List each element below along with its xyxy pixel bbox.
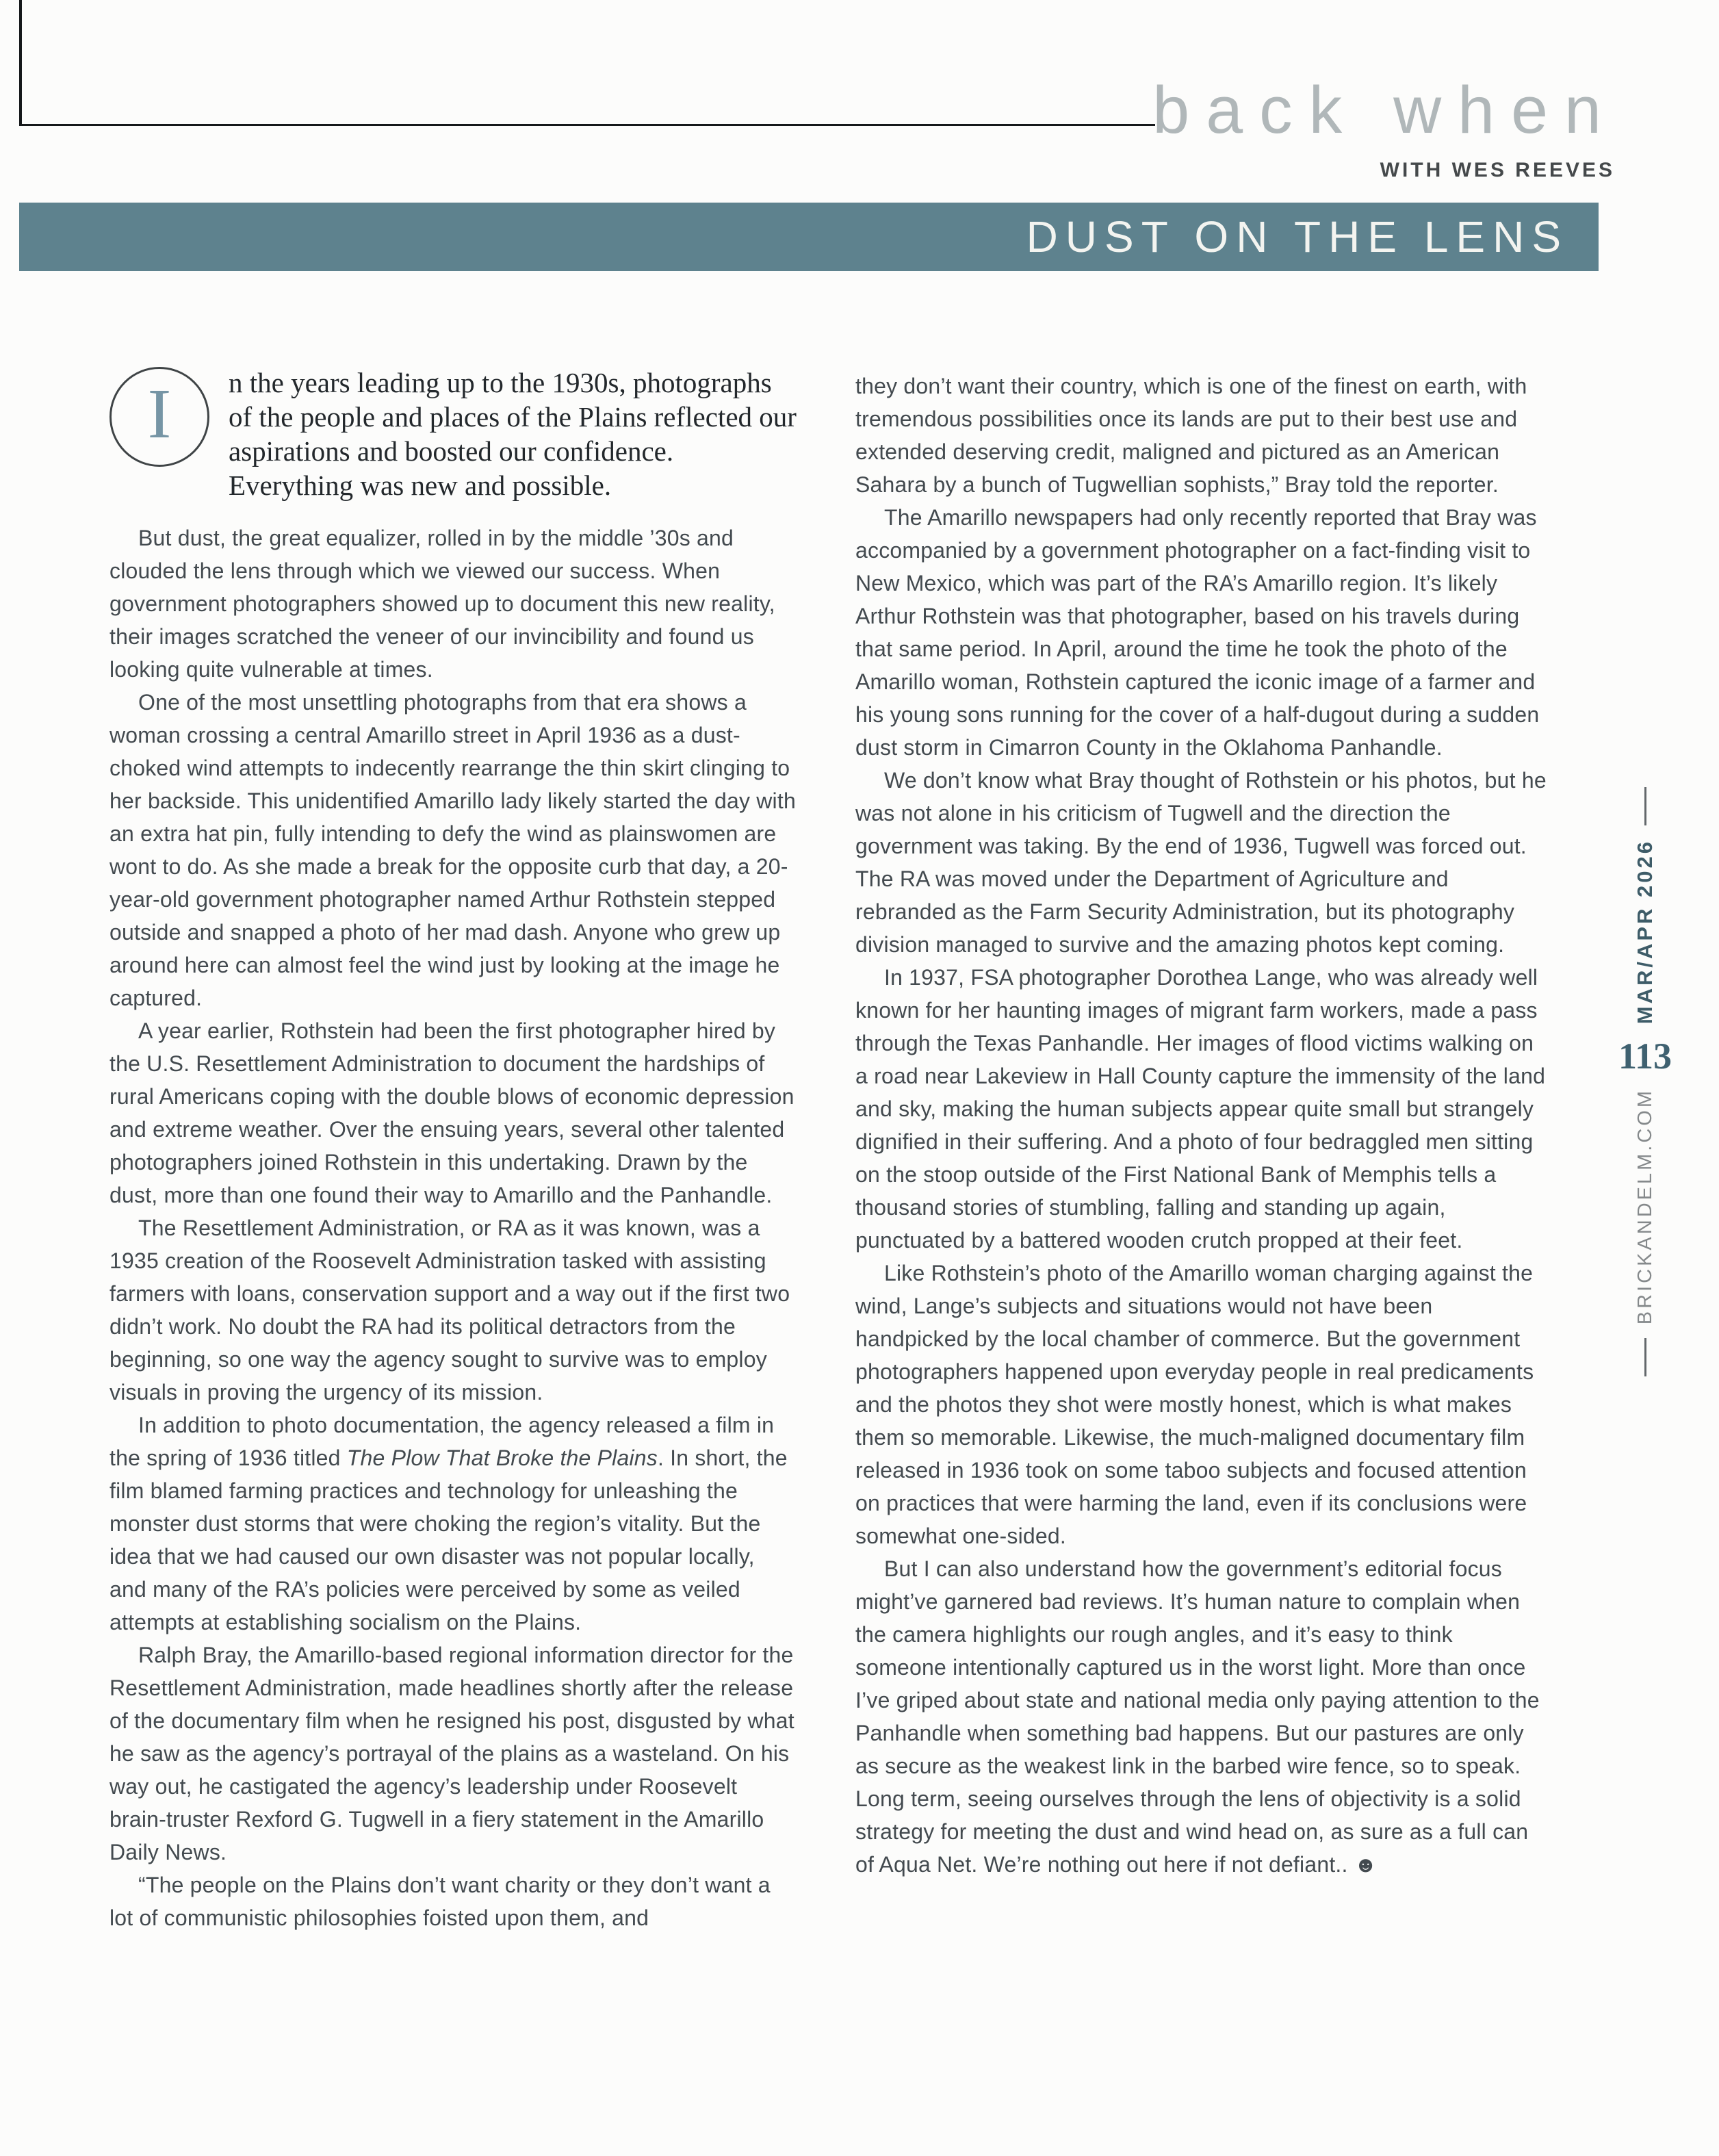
- article-column-left: [109, 365, 797, 1934]
- article-column-right: [855, 370, 1549, 1881]
- text-run: Like Rothstein’s photo of the Amarillo woman charging against the wind, Lange’s subjects and situations would not have been handpicked by the local chamber of commerce. But the government photographers happened upon everyday people in real predicaments and the photos they shot were mostly honest, which is what makes them so memorable. Likewise, the much-maligned documentary film released in 1936 took on some taboo subjects and focused attention on practices that were harming the land, even if its conclusions were somewhat one-sided.: [855, 1261, 1534, 1548]
- article-paragraph: [109, 686, 797, 1014]
- header-rule: [19, 124, 1155, 126]
- issue-date: MAR/APR 2026: [1633, 839, 1657, 1025]
- text-run: Ralph Bray, the Amarillo-based regional information director for the Resettlement Administration, made headlines shortly after the release of the documentary film when he resigned his post, disgusted by what he saw as the agency’s portrayal of the plains as a wasteland. On his way out, he castigated the agency’s leadership under Roosevelt brain-truster Rexford G. Tugwell in a fiery statement in the Amarillo Daily News.: [109, 1643, 794, 1864]
- text-run: One of the most unsettling photographs from that era shows a woman crossing a central Amarillo street in April 1936 as a dust-choked wind attempts to indecently rearrange the thin skirt clinging to her backside. This unidentified Amarillo lady likely started the day with an extra hat pin, fully intending to defy the wind as plainswomen are wont to do. As she made a break for the opposite curb that day, a 20-year-old government photographer named Arthur Rothstein stepped outside and snapped a photo of her mad dash. Anyone who grew up around here can almost feel the wind just by looking at the image he captured.: [109, 690, 796, 1010]
- text-run: The Amarillo newspapers had only recently reported that Bray was accompanied by a government photographer on a fact-finding visit to New Mexico, which was part of the RA’s Amarillo region. It’s likely Arthur Rothstein was that photographer, based on his travels during that same period. In April, around the time he took the photo of the Amarillo woman, Rothstein captured the iconic image of a farmer and his young sons running for the cover of a half-dugout during a sudden dust storm in Cimarron County in the Oklahoma Panhandle.: [855, 505, 1540, 760]
- text-run: ☻: [1354, 1852, 1378, 1877]
- italic-text-run: The Plow That Broke the Plains: [346, 1446, 658, 1470]
- article-paragraph: [855, 1552, 1549, 1881]
- text-run: they don’t want their country, which is one of the finest on earth, with tremendous possibilities once its lands are put to their best use and extended deserving credit, maligned and pictured as an American Sahara by a bunch of Tugwellian sophists,” Bray told the reporter.: [855, 374, 1527, 497]
- article-paragraph: [109, 1211, 797, 1409]
- column-byline: WITH WES REEVES: [1380, 159, 1615, 181]
- left-column-body: [109, 522, 797, 1934]
- article-paragraph: [109, 1869, 797, 1934]
- column-title: back when: [1152, 73, 1618, 147]
- article-paragraph: [855, 501, 1549, 764]
- text-run: But dust, the great equalizer, rolled in by the middle ’30s and clouded the lens through which we viewed our success. When government photographers showed up to document this new reality, their images scratched the veneer of our invincibility and found us looking quite vulnerable at times.: [109, 526, 775, 682]
- drop-cap-circle: [109, 367, 209, 467]
- article-paragraph: [109, 522, 797, 686]
- article-paragraph: [855, 764, 1549, 961]
- text-run: We don’t know what Bray thought of Rothstein or his photos, but he was not alone in his criticism of Tugwell and the direction the government was taking. By the end of 1936, Tugwell was forced out. The RA was moved under the Department of Agriculture and rebranded as the Farm Security Administration, but its photography division managed to survive and the amazing photos kept coming.: [855, 768, 1547, 957]
- lead-paragraph: n the years leading up to the 1930s, photographs of the people and places of the Plains reflected our aspirations and boosted our confidence. Everything was new and possible.: [229, 367, 797, 501]
- article-paragraph: [109, 1639, 797, 1869]
- article-paragraph: [109, 1014, 797, 1211]
- folio-rule-bottom: [1644, 1338, 1646, 1376]
- text-run: A year earlier, Rothstein had been the first photographer hired by the U.S. Resettlement Administration to document the hardships of rural Americans coping with the double blows of economic depression and extreme weather. Over the ensuing years, several other talented photographers joined Rothstein in this undertaking. Drawn by the dust, more than one found their way to Amarillo and the Panhandle.: [109, 1018, 794, 1207]
- article-paragraph: [109, 1409, 797, 1639]
- article-paragraph: [855, 1257, 1549, 1552]
- page-number: 113: [1618, 1036, 1672, 1077]
- text-run: In addition to photo documentation, the agency released a film in the spring of 1936 titled: [109, 1413, 775, 1470]
- text-run: . In short, the film blamed farming practices and technology for unleashing the monster dust storms that were choking the region’s vitality. But the idea that we had caused our own disaster was not popular locally, and many of the RA’s policies were perceived by some as veiled attempts at establishing socialism on the Plains.: [109, 1446, 788, 1634]
- article-lead: [109, 365, 797, 502]
- article-paragraph: [855, 961, 1549, 1257]
- text-run: “The people on the Plains don’t want charity or they don’t want a lot of communistic philosophies foisted upon them, and: [109, 1873, 771, 1930]
- article-paragraph: [855, 370, 1549, 501]
- page-folio: [1620, 787, 1670, 1376]
- text-run: In 1937, FSA photographer Dorothea Lange, who was already well known for her haunting images of migrant farm workers, made a pass through the Texas Panhandle. Her images of flood victims walking on a road near Lakeview in Hall County capture the immensity of the land and sky, making the human subjects appear quite small but strangely dignified in their suffering. And a photo of four bedraggled men sitting on the stoop outside of the First National Bank of Memphis tells a thousand stories of stumbling, falling and standing up again, punctuated by a battered wooden crutch propped at their feet.: [855, 965, 1546, 1253]
- article-title: DUST ON THE LENS: [1026, 212, 1568, 261]
- corner-rule: [19, 0, 22, 126]
- folio-rule-top: [1644, 787, 1646, 825]
- website: BRICKANDELM.COM: [1633, 1088, 1656, 1325]
- text-run: The Resettlement Administration, or RA as it was known, was a 1935 creation of the Roosevelt Administration tasked with assisting farmers with loans, conservation support and a way out if the first two didn’t work. No doubt the RA had its political detractors from the beginning, so one way the agency sought to survive was to employ visuals in proving the urgency of its mission.: [109, 1216, 790, 1404]
- drop-cap-letter: I: [147, 374, 172, 453]
- article-title-banner: [19, 203, 1599, 271]
- text-run: But I can also understand how the government’s editorial focus might’ve garnered bad reviews. It’s human nature to complain when the camera highlights our rough angles, and it’s easy to think someone intentionally captured us in the worst light. More than once I’ve griped about state and national media only paying attention to the Panhandle when something bad happens. But our pastures are only as secure as the weakest link in the barbed wire fence, so to speak. Long term, seeing ourselves through the lens of objectivity is a solid strategy for meeting the dust and wind head on, as sure as a full can of Aqua Net. We’re nothing out here if not defiant..: [855, 1556, 1540, 1877]
